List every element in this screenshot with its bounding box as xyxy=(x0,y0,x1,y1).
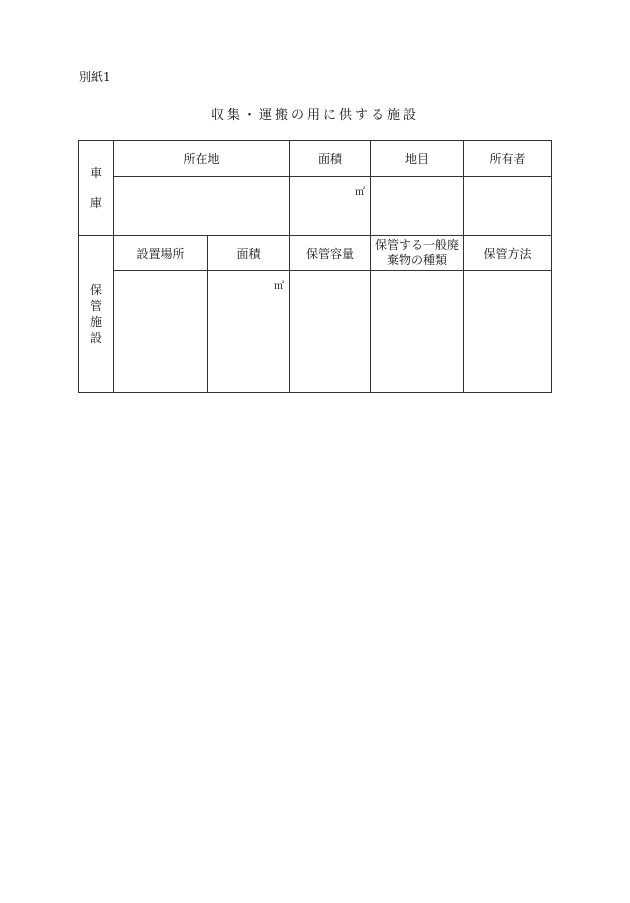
storage-capacity-header: 保管容量 xyxy=(290,236,371,271)
garage-location-cell[interactable] xyxy=(114,177,290,236)
storage-label-char: 保 xyxy=(89,283,102,297)
garage-owner-header: 所有者 xyxy=(464,141,552,177)
waste-type-header-line: 棄物の種類 xyxy=(386,253,447,267)
storage-method-cell[interactable] xyxy=(464,271,552,393)
attachment-label: 別紙1 xyxy=(79,70,111,84)
storage-section-label xyxy=(79,236,114,393)
garage-land-category-cell[interactable] xyxy=(371,177,464,236)
facility-form-table xyxy=(78,140,552,393)
storage-location-cell[interactable] xyxy=(114,271,208,393)
storage-waste-type-header xyxy=(371,236,464,271)
storage-label-char: 設 xyxy=(89,331,102,345)
area-unit: ㎡ xyxy=(355,187,365,198)
storage-waste-type-cell[interactable] xyxy=(371,271,464,393)
waste-type-header-line: 保管する一般廃 xyxy=(374,238,459,252)
storage-location-header: 設置場所 xyxy=(114,236,208,271)
garage-section-label xyxy=(79,141,114,236)
garage-area-header: 面積 xyxy=(290,141,371,177)
garage-location-header: 所在地 xyxy=(114,141,290,177)
storage-method-header: 保管方法 xyxy=(464,236,552,271)
storage-area-header: 面積 xyxy=(208,236,290,271)
garage-label-char: 車 xyxy=(89,166,102,180)
garage-area-cell[interactable] xyxy=(290,177,371,236)
storage-area-cell[interactable] xyxy=(208,271,290,393)
garage-label-char: 庫 xyxy=(89,196,102,210)
garage-owner-cell[interactable] xyxy=(464,177,552,236)
area-unit: ㎡ xyxy=(274,281,284,292)
garage-land-category-header: 地目 xyxy=(371,141,464,177)
document-title: 収集・運搬の用に供する施設 xyxy=(210,108,419,123)
storage-label-char: 管 xyxy=(89,299,102,313)
storage-capacity-cell[interactable] xyxy=(290,271,371,393)
storage-label-char: 施 xyxy=(89,315,102,329)
